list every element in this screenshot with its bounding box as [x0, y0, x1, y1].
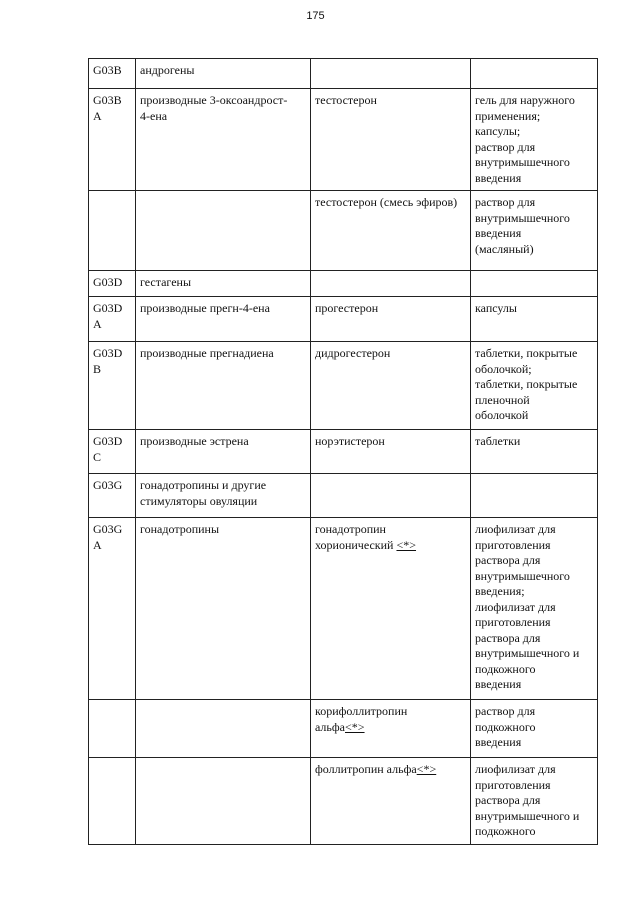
- dosage-form-line: раствора для: [475, 630, 541, 645]
- drug-name-line: норэтистерон: [315, 434, 385, 448]
- atc-code-line: A: [93, 316, 102, 331]
- drug-name-cell: [311, 89, 471, 191]
- group-name-cell: [136, 271, 311, 297]
- group-name-line: гонадотропины: [140, 522, 220, 536]
- dosage-form-line: (масляный): [475, 241, 534, 256]
- atc-code-cell: [89, 342, 136, 430]
- dosage-form-line: раствора для: [475, 553, 541, 567]
- drug-name-cell: [311, 342, 471, 430]
- group-name-line: 4-ена: [140, 108, 168, 123]
- dosage-form-line: раствор для: [475, 704, 536, 718]
- drug-name-cell: [311, 59, 471, 89]
- dosage-form-line: введения: [475, 677, 522, 691]
- atc-code-line: G03D: [93, 301, 123, 315]
- dosage-form-cell: [471, 518, 598, 700]
- dosage-form-line: таблетки, покрытые: [475, 346, 578, 360]
- drug-name-cell: [311, 191, 471, 271]
- drug-name-cell: [311, 271, 471, 297]
- atc-code-cell: [89, 700, 136, 758]
- drug-name-line: тестостерон (смесь эфиров): [315, 195, 458, 209]
- dosage-form-cell: [471, 342, 598, 430]
- group-name-cell: [136, 191, 311, 271]
- dosage-form-line: пленочной: [475, 392, 530, 407]
- dosage-form-line: лиофилизат для: [475, 762, 556, 776]
- dosage-form-line: внутримышечного: [475, 568, 570, 583]
- dosage-form-cell: [471, 474, 598, 518]
- atc-code-line: G03G: [93, 478, 123, 492]
- table-row: [89, 700, 598, 758]
- group-name-cell: [136, 700, 311, 758]
- drug-name-line: фоллитропин альфа<*>: [315, 762, 437, 776]
- table-row: [89, 342, 598, 430]
- atc-code-line: G03D: [93, 275, 123, 289]
- table-row: [89, 59, 598, 89]
- table-row: [89, 89, 598, 191]
- table-row: [89, 474, 598, 518]
- atc-code-line: C: [93, 449, 102, 464]
- table-row: [89, 271, 598, 297]
- dosage-form-line: приготовления: [475, 537, 551, 552]
- group-name-line: производные эстрена: [140, 434, 249, 448]
- dosage-form-cell: [471, 89, 598, 191]
- page-number: 175: [306, 10, 325, 22]
- atc-code-line: G03D: [93, 346, 123, 360]
- dosage-form-line: введения: [475, 735, 522, 749]
- dosage-form-line: приготовления: [475, 777, 551, 792]
- group-name-cell: [136, 430, 311, 474]
- dosage-form-line: введения: [475, 226, 522, 240]
- dosage-form-cell: [471, 700, 598, 758]
- atc-code-line: A: [93, 537, 102, 552]
- atc-code-line: A: [93, 108, 102, 123]
- dosage-form-line: подкожного: [475, 661, 536, 676]
- atc-code-cell: [89, 518, 136, 700]
- group-name-line: гестагены: [140, 275, 192, 289]
- atc-code-cell: [89, 758, 136, 845]
- dosage-form-line: таблетки, покрытые: [475, 377, 578, 391]
- group-name-cell: [136, 342, 311, 430]
- group-name-cell: [136, 89, 311, 191]
- atc-code-line: G03G: [93, 522, 123, 536]
- atc-code-line: B: [93, 361, 102, 376]
- dosage-form-cell: [471, 758, 598, 845]
- atc-code-line: G03B: [93, 63, 122, 77]
- atc-code-cell: [89, 59, 136, 89]
- dosage-form-cell: [471, 297, 598, 342]
- dosage-form-line: раствор для: [475, 195, 536, 209]
- drug-name-cell: [311, 474, 471, 518]
- dosage-form-line: капсулы: [475, 301, 517, 315]
- group-name-line: производные прегн-4-ена: [140, 301, 270, 315]
- dosage-form-line: раствор для: [475, 139, 536, 154]
- drug-name-cell: [311, 758, 471, 845]
- drug-name-cell: [311, 297, 471, 342]
- group-name-cell: [136, 758, 311, 845]
- atc-code-cell: [89, 474, 136, 518]
- table-body: [89, 59, 598, 845]
- table-row: [89, 191, 598, 271]
- drug-name-line: тестостерон: [315, 93, 377, 107]
- dosage-form-line: внутримышечного: [475, 210, 570, 225]
- dosage-form-line: внутримышечного и: [475, 646, 580, 660]
- dosage-form-line: введения: [475, 170, 522, 185]
- group-name-line: производные 3-оксоандрост-: [140, 93, 288, 107]
- dosage-form-line: внутримышечного и: [475, 808, 580, 823]
- dosage-form-cell: [471, 430, 598, 474]
- table-row: [89, 758, 598, 845]
- group-name-line: андрогены: [140, 63, 195, 77]
- group-name-cell: [136, 297, 311, 342]
- dosage-form-line: оболочкой: [475, 408, 529, 422]
- dosage-form-line: введения;: [475, 584, 525, 598]
- dosage-form-line: таблетки: [475, 434, 521, 448]
- dosage-form-line: применения;: [475, 108, 541, 123]
- footnote-link[interactable]: <*>: [345, 719, 365, 734]
- drug-name-line: дидрогестерон: [315, 346, 391, 360]
- table-row: [89, 297, 598, 342]
- group-name-line: стимуляторы овуляции: [140, 493, 258, 508]
- drug-name-line: гонадотропин: [315, 522, 386, 536]
- group-name-cell: [136, 59, 311, 89]
- table-row: [89, 518, 598, 700]
- atc-code-cell: [89, 271, 136, 297]
- dosage-form-line: лиофилизат для: [475, 599, 556, 614]
- drug-name-cell: [311, 430, 471, 474]
- atc-code-cell: [89, 191, 136, 271]
- drug-name-line: корифоллитропин: [315, 704, 408, 718]
- drug-name-cell: [311, 700, 471, 758]
- dosage-form-line: внутримышечного: [475, 155, 570, 169]
- group-name-line: гонадотропины и другие: [140, 478, 267, 492]
- atc-code-line: G03B: [93, 93, 122, 107]
- dosage-form-line: подкожного: [475, 824, 536, 838]
- dosage-form-line: подкожного: [475, 719, 536, 734]
- dosage-form-line: приготовления: [475, 615, 551, 629]
- drug-name-line: хорионический <*>: [315, 537, 417, 552]
- atc-code-line: G03D: [93, 434, 123, 448]
- atc-code-cell: [89, 430, 136, 474]
- drug-name-line: альфа<*>: [315, 719, 365, 734]
- dosage-form-cell: [471, 271, 598, 297]
- dosage-form-cell: [471, 191, 598, 271]
- table-row: [89, 430, 598, 474]
- drug-classification-table: [88, 58, 598, 845]
- atc-code-cell: [89, 297, 136, 342]
- footnote-link[interactable]: <*>: [416, 762, 437, 776]
- dosage-form-line: лиофилизат для: [475, 522, 556, 536]
- group-name-line: производные прегнадиена: [140, 346, 274, 360]
- dosage-form-line: гель для наружного: [475, 93, 575, 107]
- group-name-cell: [136, 474, 311, 518]
- dosage-form-line: раствора для: [475, 793, 541, 807]
- atc-code-cell: [89, 89, 136, 191]
- dosage-form-line: оболочкой;: [475, 361, 532, 376]
- drug-name-line: прогестерон: [315, 301, 379, 315]
- group-name-cell: [136, 518, 311, 700]
- drug-name-cell: [311, 518, 471, 700]
- footnote-link[interactable]: <*>: [396, 537, 417, 552]
- dosage-form-line: капсулы;: [475, 124, 521, 138]
- dosage-form-cell: [471, 59, 598, 89]
